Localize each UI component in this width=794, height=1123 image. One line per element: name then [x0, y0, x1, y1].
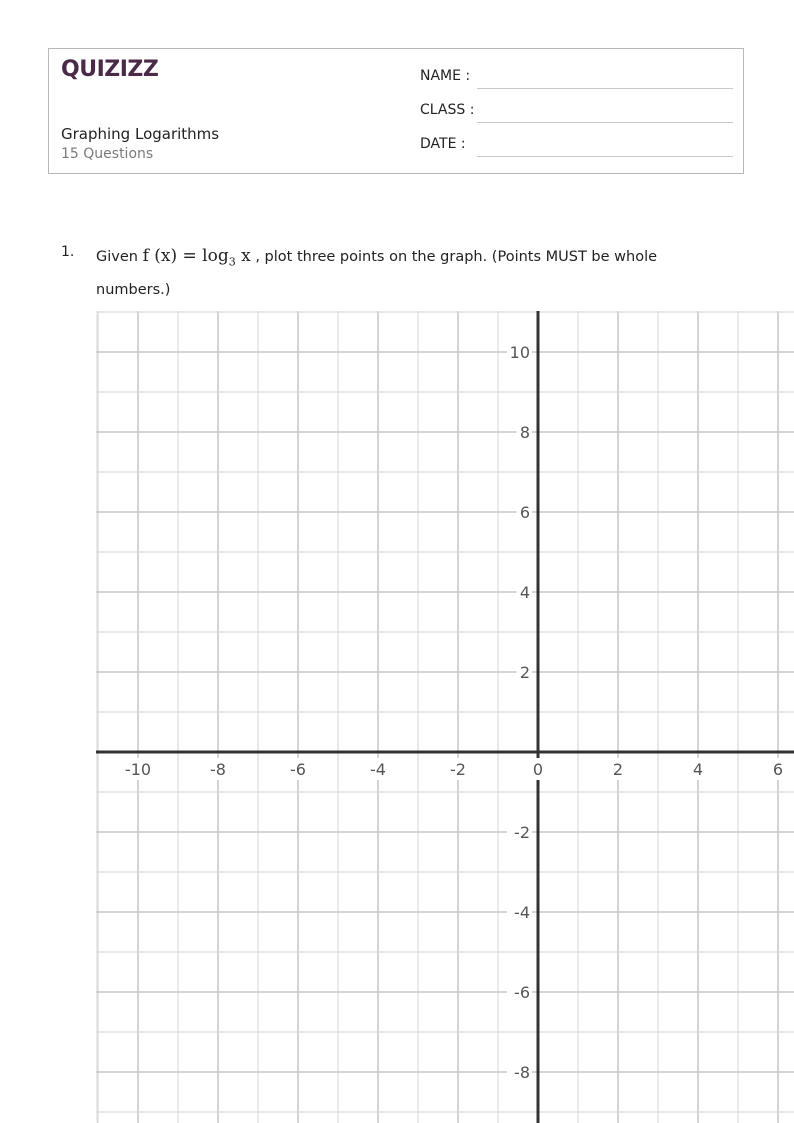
- x-tick-label: -4: [370, 760, 386, 779]
- question-number: 1.: [61, 244, 75, 260]
- name-line[interactable]: [477, 88, 733, 89]
- grid-frame: [97, 312, 794, 1123]
- x-tick-label: -10: [124, 760, 152, 779]
- function-formula: [142, 246, 251, 269]
- y-tick-label: 8: [519, 423, 530, 442]
- date-line[interactable]: [477, 156, 733, 157]
- worksheet-title: Graphing Logarithms: [61, 125, 220, 143]
- y-tick-label: -4: [514, 903, 530, 922]
- y-tick-label: -2: [514, 823, 530, 842]
- x-tick-label: 0: [532, 760, 544, 779]
- x-tick-label: 2: [612, 760, 624, 779]
- x-tick-label: -8: [210, 760, 226, 779]
- date-label: DATE :: [420, 136, 466, 152]
- y-tick-label: 4: [519, 583, 530, 602]
- x-tick-label: -2: [450, 760, 466, 779]
- class-line[interactable]: [477, 122, 733, 123]
- question-prefix: Given: [96, 249, 143, 265]
- y-tick-label: -8: [514, 1063, 530, 1082]
- worksheet-header: [48, 48, 744, 174]
- x-tick-label: -6: [290, 760, 306, 779]
- y-tick-label: -6: [514, 983, 530, 1002]
- question-suffix: , plot three points on the graph. (Points MUST be whole numbers.): [96, 249, 658, 299]
- name-label: NAME :: [420, 68, 471, 84]
- question-text: [96, 242, 736, 304]
- formula-x: x: [235, 246, 251, 266]
- class-label: CLASS :: [420, 102, 475, 118]
- quizizz-logo: QUIZIZZ: [61, 57, 159, 82]
- x-tick-label: 6: [772, 760, 784, 779]
- formula-fx: f (x) = log: [142, 246, 229, 266]
- coordinate-plane-svg[interactable]: [96, 311, 794, 1123]
- coordinate-grid[interactable]: [96, 311, 794, 1123]
- formula-base: 3: [228, 255, 236, 269]
- question-count: 15 Questions: [61, 146, 154, 162]
- y-tick-label: 2: [519, 663, 530, 682]
- y-tick-label: 6: [519, 503, 530, 522]
- y-tick-label: 10: [509, 343, 530, 362]
- x-tick-label: 4: [692, 760, 704, 779]
